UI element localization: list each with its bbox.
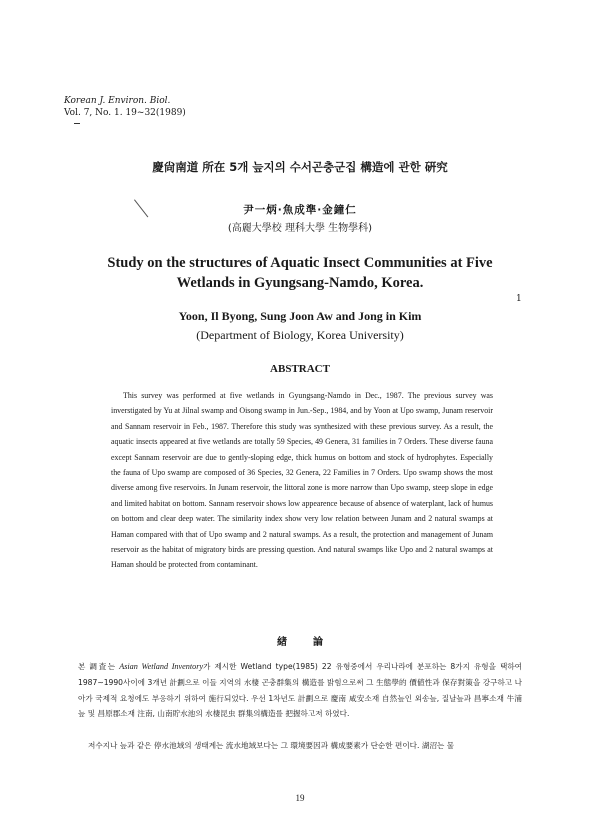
page-number: 19 xyxy=(295,793,305,803)
intro-p1-italic: Asian Wetland Inventory xyxy=(119,662,204,671)
english-title xyxy=(0,253,600,293)
intro-p1-start: 본 調査는 xyxy=(78,662,120,671)
margin-mark: 1 xyxy=(516,294,522,304)
english-title-line-2: Wetlands in Gyungsang-Namdo, Korea. xyxy=(176,275,424,291)
journal-rule xyxy=(74,123,80,124)
korean-authors: 尹一炳·魚成準·金鐘仁 xyxy=(243,204,357,216)
abstract-heading: ABSTRACT xyxy=(270,363,330,375)
introduction-heading: 緖論 xyxy=(277,637,349,648)
introduction-paragraph-2 xyxy=(78,738,522,754)
intro-p1-rest: 가 제시한 Wetland type(1985) 22 유형중에서 우리나라에 분포하는 8가지 유형을 택하여 1987~1990사이에 3개년 計劃으로 이들 지역의 水棲 곤충群集의 構造를 밝힘으로써 그 生態學的 價値性과 保存對策을 강구하고 나아가 국제적 요청에도 부응하기 위하여 施行되었다. 우선 1차년도 計劃으로 慶南 咸安소재 自然늪인 외송늪, 질날늪과 昌寧소재 牛浦늪 및 昌原郡소재 注南, 山南貯水池의 水棲昆虫 群集의構造를 把握하고저 하였다. xyxy=(78,662,523,719)
abstract-body: This survey was performed at five wetlands in Gyungsang-Namdo in Dec., 1987. The previous survey was inverstigated by Yu at Jilnal swamp and Oisong swamp in Jun.-Sep., 1984, and by Yoon at Upo swamp, Junam reservoir and Sannam reservoir in Feb., 1987. Therefore this study was synthesized with these previous survey. As a result, the aquatic insects appeared at five wetlands are totally 59 Species, 49 Genera, 31 families in 7 Orders. These diverse fauna except Sannam reservoir are due to gently-sloping edge, thick humus on bottom and stock of hydrophytes. Especially the fauna of Upo swamp are composed of 36 Species, 32 Genera, 22 Families in 7 Orders. Upo swamp shows the most diverse among five reservoirs. In Junam reservoir, the littoral zone is more narrow than Upo swamp, steep slope in edge and limited habitat on bottom. Sannam reservoir shows low appearence because of absence of waterplant, lack of humus on bottom and clear deep water. The similarity index show very low relation between Junam and 2 natural swamps at Haman compared with that of Upo swamp and 2 natural swamps. As a result, the protection and management of Junam reservoir as the habitat of migratory birds are pressing question. And natural swamps like Upo and 2 natural swamps at Haman should be protected from contaminant. xyxy=(111,391,493,570)
english-title-line-1: Study on the structures of Aquatic Insect Communities at Five xyxy=(107,255,493,271)
intro-p2-text: 저수지나 늪과 같은 停水池域의 생태계는 流水地域보다는 그 環境要因과 構成要素가 단순한 편이다. 湖沼는 물 xyxy=(88,741,455,750)
korean-title: 慶尙南道 所在 5개 늪지의 수서곤충군집 構造에 관한 硏究 xyxy=(152,160,448,174)
english-affiliation: (Department of Biology, Korea University) xyxy=(196,328,404,342)
journal-volume: Vol. 7, No. 1. 19~32(1989) xyxy=(64,108,186,118)
korean-affiliation: (高麗大學校 理科大學 生物學科) xyxy=(227,223,373,234)
journal-name: Korean J. Environ. Biol. xyxy=(64,96,171,106)
journal-citation xyxy=(64,95,186,124)
english-authors: Yoon, Il Byong, Sung Joon Aw and Jong in Kim xyxy=(178,309,422,323)
introduction-paragraph-1 xyxy=(78,659,522,722)
